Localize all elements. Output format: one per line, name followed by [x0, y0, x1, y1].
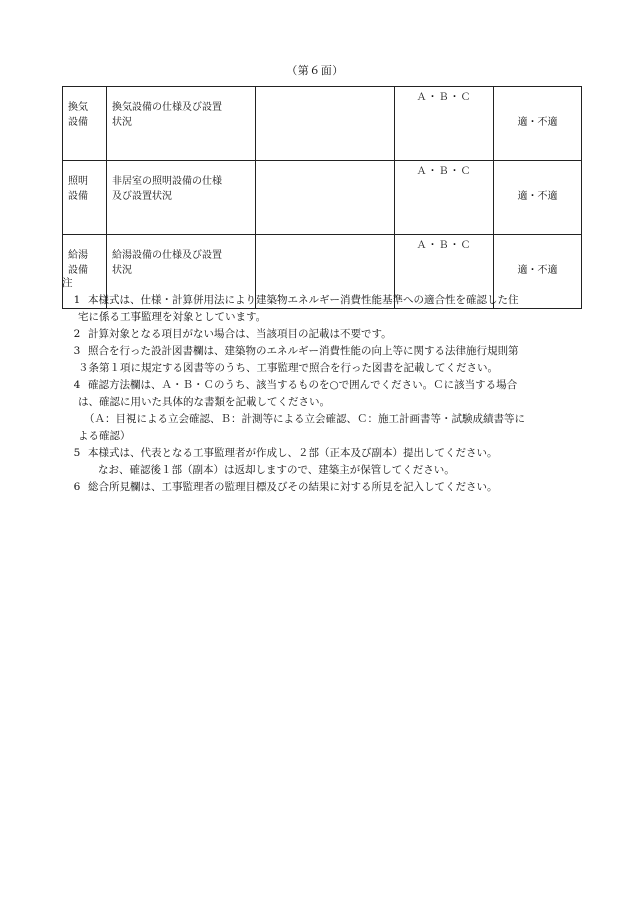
note-item — [62, 326, 592, 343]
item-label: 非居室の照明設備の仕様 — [112, 176, 222, 187]
note-text: 総合所見欄は、工事監理者の監理目標及びその結果に対する所見を記入してください。 — [88, 481, 498, 493]
table-row — [63, 87, 582, 161]
note-number: 3 — [73, 345, 81, 357]
judgement-options: 適・不適 — [517, 265, 558, 277]
note-text: よる確認） — [78, 430, 131, 442]
note-item — [62, 343, 592, 377]
note-text: 宅に係る工事監理を対象としています。 — [78, 311, 267, 323]
method-cell[interactable] — [395, 161, 494, 235]
method-options: Ａ・Ｂ・Ｃ — [416, 92, 472, 103]
judgement-cell[interactable] — [494, 87, 582, 161]
page-heading: （第６面） — [286, 64, 344, 77]
note-text: は、確認に用いた具体的な書類を記載してください。 — [78, 396, 330, 408]
note-text: 計算対象となる項目がない場合は、当該項目の記載は不要です。 — [88, 328, 392, 340]
note-number: 1 — [73, 294, 81, 306]
note-number: 2 — [73, 328, 81, 340]
item-label: 及び設置状況 — [112, 190, 172, 202]
note-text: 確認方法欄は、Ａ・Ｂ・Ｃのうち、該当するものを○で囲んでください。Ｃに該当する場合 — [88, 379, 518, 391]
item-label: 給湯設備の仕様及び設置 — [112, 250, 222, 261]
category-label: 設備 — [68, 264, 88, 276]
note-text: 照合を行った設計図書欄は、建築物のエネルギー消費性能の向上等に関する法律施行規則第 — [88, 345, 519, 357]
note-text: ３条第１項に規定する図書等のうち、工事監理で照合を行った図書を記載してください。 — [78, 362, 498, 374]
item-label: 状況 — [112, 264, 132, 276]
note-text: （Ａ：目視による立会確認、Ｂ：計測等による立会確認、Ｃ：施工計画書等・試験成績書等に — [84, 413, 525, 425]
category-label: 設備 — [68, 116, 88, 128]
note-item — [62, 479, 592, 496]
method-options: Ａ・Ｂ・Ｃ — [416, 166, 472, 177]
item-cell — [107, 161, 256, 235]
judgement-options: 適・不適 — [517, 191, 558, 203]
category-label: 設備 — [68, 190, 88, 202]
table-row — [63, 161, 582, 235]
judgement-options: 適・不適 — [517, 117, 558, 129]
note-text: 本様式は、仕様・計算併用法により建築物エネルギー消費性能基準への適合性を確認した住 — [88, 294, 519, 306]
item-cell — [107, 87, 256, 161]
note-text: 本様式は、代表となる工事監理者が作成し、２部（正本及び副本）提出してください。 — [88, 447, 498, 459]
item-label: 状況 — [112, 116, 132, 128]
method-options: Ａ・Ｂ・Ｃ — [416, 240, 472, 251]
notes-section — [62, 275, 592, 496]
method-cell[interactable] — [395, 87, 494, 161]
note-item — [62, 292, 592, 326]
note-number: 6 — [73, 481, 81, 493]
category-label: 換気 — [68, 102, 88, 113]
notes-heading: 注 — [62, 277, 73, 289]
category-cell — [63, 87, 107, 161]
item-label: 換気設備の仕様及び設置 — [112, 102, 222, 113]
category-label: 給湯 — [68, 250, 88, 261]
category-cell — [63, 161, 107, 235]
design-document-cell[interactable] — [256, 161, 395, 235]
note-number: 5 — [73, 447, 81, 459]
note-item — [62, 445, 592, 479]
note-text: なお、確認後１部（副本）は返却しますので、建築主が保管してください。 — [98, 464, 455, 476]
category-label: 照明 — [68, 176, 88, 187]
design-document-cell[interactable] — [256, 87, 395, 161]
judgement-cell[interactable] — [494, 161, 582, 235]
note-item — [62, 377, 592, 445]
note-number: 4 — [73, 379, 81, 391]
